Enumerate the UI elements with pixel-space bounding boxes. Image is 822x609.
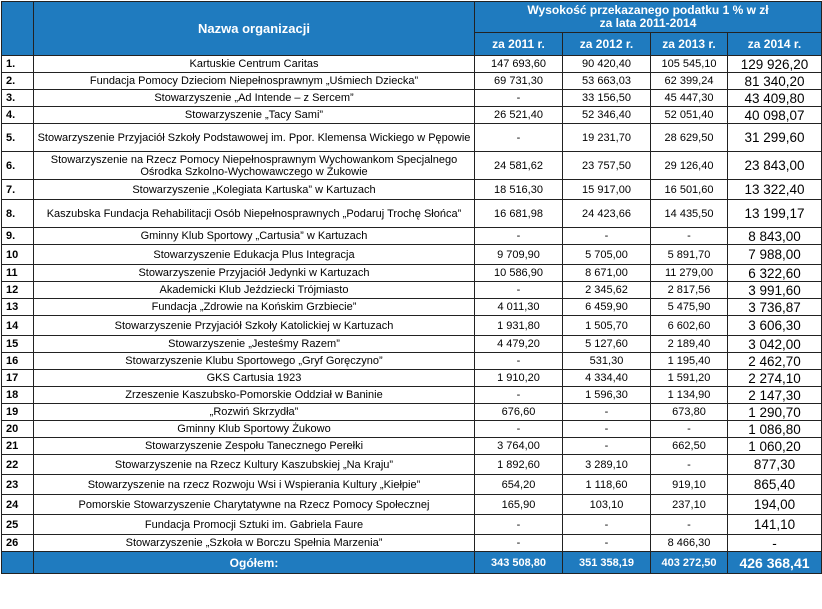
table-row [2, 336, 822, 353]
table-row [2, 152, 822, 180]
table-row [2, 421, 822, 438]
row-number: 3. [2, 90, 34, 107]
amount-2011: - [475, 421, 563, 438]
amount-2014: 3 991,60 [728, 282, 822, 299]
amount-2013: 1 134,90 [651, 387, 728, 404]
amount-2011: 3 764,00 [475, 438, 563, 455]
total-number-cell [2, 552, 34, 574]
tax-amount-title: Wysokość przekazanego podatku 1 % w zł [527, 3, 769, 17]
amount-2011: 18 516,30 [475, 180, 563, 200]
amount-2013: 8 466,30 [651, 535, 728, 552]
table-row [2, 245, 822, 265]
year-2013-header: za 2013 r. [651, 33, 728, 56]
row-number: 2. [2, 73, 34, 90]
organization-name: Stowarzyszenie na Rzecz Pomocy Niepełnosprawnym Wychowankom Specjalnego Ośrodka Szkolno-Wychowawczego w Żukowie [34, 152, 475, 180]
amount-2014: 3 042,00 [728, 336, 822, 353]
organization-name: Gminny Klub Sportowy Żukowo [34, 421, 475, 438]
row-number: 9. [2, 228, 34, 245]
table-row [2, 353, 822, 370]
amount-2011: 4 011,30 [475, 299, 563, 316]
total-2011: 343 508,80 [475, 552, 563, 574]
number-header [2, 2, 34, 56]
amount-2014: - [728, 535, 822, 552]
amount-2014: 81 340,20 [728, 73, 822, 90]
amount-2013: 673,80 [651, 404, 728, 421]
row-number: 21 [2, 438, 34, 455]
table-row [2, 299, 822, 316]
organization-name: Stowarzyszenie Edukacja Plus Integracja [34, 245, 475, 265]
table-row [2, 455, 822, 475]
amount-2013: 28 629,50 [651, 124, 728, 152]
amount-2011: - [475, 228, 563, 245]
amount-2013: 45 447,30 [651, 90, 728, 107]
amount-2012: 52 346,40 [563, 107, 651, 124]
organization-name: Akademicki Klub Jeździecki Trójmiasto [34, 282, 475, 299]
row-number: 11 [2, 265, 34, 282]
row-number: 26 [2, 535, 34, 552]
organization-name: Stowarzyszenie „Kolegiata Kartuska” w Kartuzach [34, 180, 475, 200]
row-number: 13 [2, 299, 34, 316]
amount-2013: - [651, 228, 728, 245]
table-row [2, 475, 822, 495]
table-row [2, 90, 822, 107]
amount-2013: 62 399,24 [651, 73, 728, 90]
amount-2013: 237,10 [651, 495, 728, 515]
table-body [2, 56, 822, 552]
organization-name: Stowarzyszenie Klubu Sportowego „Gryf Goręczyno” [34, 353, 475, 370]
amount-2011: - [475, 90, 563, 107]
amount-2012: - [563, 228, 651, 245]
amount-2012: 4 334,40 [563, 370, 651, 387]
total-row [2, 552, 822, 574]
amount-2014: 8 843,00 [728, 228, 822, 245]
row-number: 10 [2, 245, 34, 265]
row-number: 15 [2, 336, 34, 353]
amount-2014: 2 462,70 [728, 353, 822, 370]
organization-name: Fundacja Promocji Sztuki im. Gabriela Faure [34, 515, 475, 535]
amount-2014: 3 606,30 [728, 316, 822, 336]
table-row [2, 228, 822, 245]
amount-2012: 103,10 [563, 495, 651, 515]
row-number: 19 [2, 404, 34, 421]
year-2014-header: za 2014 r. [728, 33, 822, 56]
amount-2012: 5 705,00 [563, 245, 651, 265]
amount-2014: 141,10 [728, 515, 822, 535]
amount-2014: 40 098,07 [728, 107, 822, 124]
amount-2013: 29 126,40 [651, 152, 728, 180]
amount-2011: - [475, 535, 563, 552]
amount-2013: - [651, 515, 728, 535]
amount-2012: 2 345,62 [563, 282, 651, 299]
table-row [2, 265, 822, 282]
total-2013: 403 272,50 [651, 552, 728, 574]
organization-name: Stowarzyszenie „Jesteśmy Razem” [34, 336, 475, 353]
amount-2014: 3 736,87 [728, 299, 822, 316]
table-row [2, 73, 822, 90]
amount-2011: 676,60 [475, 404, 563, 421]
row-number: 25 [2, 515, 34, 535]
organization-name: GKS Cartusia 1923 [34, 370, 475, 387]
table-row [2, 404, 822, 421]
amount-2014: 43 409,80 [728, 90, 822, 107]
row-number: 1. [2, 56, 34, 73]
tax-amount-period: za lata 2011-2014 [599, 16, 697, 30]
amount-2014: 6 322,60 [728, 265, 822, 282]
table-row [2, 124, 822, 152]
row-number: 23 [2, 475, 34, 495]
amount-2011: 1 910,20 [475, 370, 563, 387]
organization-name-header: Nazwa organizacji [34, 2, 475, 56]
amount-2012: 1 118,60 [563, 475, 651, 495]
amount-2012: 1 505,70 [563, 316, 651, 336]
table-row [2, 515, 822, 535]
row-number: 18 [2, 387, 34, 404]
row-number: 12 [2, 282, 34, 299]
row-number: 8. [2, 200, 34, 228]
organization-name: Stowarzyszenie Zespołu Tanecznego Perełki [34, 438, 475, 455]
amount-2012: - [563, 404, 651, 421]
amount-2012: 53 663,03 [563, 73, 651, 90]
organization-name: Fundacja „Zdrowie na Końskim Grzbiecie” [34, 299, 475, 316]
amount-2012: 531,30 [563, 353, 651, 370]
amount-2014: 31 299,60 [728, 124, 822, 152]
amount-2011: 1 931,80 [475, 316, 563, 336]
amount-2011: - [475, 124, 563, 152]
organization-name: Stowarzyszenie Przyjaciół Szkoły Podstawowej im. Ppor. Klemensa Wickiego w Pępowie [34, 124, 475, 152]
table-row [2, 438, 822, 455]
amount-2012: - [563, 421, 651, 438]
table-row [2, 200, 822, 228]
row-number: 20 [2, 421, 34, 438]
amount-2013: 105 545,10 [651, 56, 728, 73]
total-2012: 351 358,19 [563, 552, 651, 574]
amount-2014: 2 274,10 [728, 370, 822, 387]
amount-2014: 13 199,17 [728, 200, 822, 228]
amount-2014: 865,40 [728, 475, 822, 495]
table-row [2, 387, 822, 404]
organization-name: Fundacja Pomocy Dzieciom Niepełnosprawnym „Uśmiech Dziecka” [34, 73, 475, 90]
total-label: Ogółem: [34, 552, 475, 574]
organization-name: Stowarzyszenie na Rzecz Kultury Kaszubskiej „Na Kraju” [34, 455, 475, 475]
organization-name: Gminny Klub Sportowy „Cartusia” w Kartuzach [34, 228, 475, 245]
amount-2011: - [475, 387, 563, 404]
year-2012-header: za 2012 r. [563, 33, 651, 56]
amount-2013: - [651, 421, 728, 438]
amount-2014: 1 060,20 [728, 438, 822, 455]
amount-2012: 24 423,66 [563, 200, 651, 228]
amount-2012: 6 459,90 [563, 299, 651, 316]
year-2011-header: za 2011 r. [475, 33, 563, 56]
table-row [2, 370, 822, 387]
amount-2011: 1 892,60 [475, 455, 563, 475]
amount-2012: - [563, 515, 651, 535]
amount-2011: 26 521,40 [475, 107, 563, 124]
amount-2013: 14 435,50 [651, 200, 728, 228]
row-number: 24 [2, 495, 34, 515]
organization-name: Kartuskie Centrum Caritas [34, 56, 475, 73]
organization-name: Stowarzyszenie Przyjaciół Jedynki w Kartuzach [34, 265, 475, 282]
amount-2011: - [475, 353, 563, 370]
organization-name: Stowarzyszenie „Ad Intende – z Sercem” [34, 90, 475, 107]
organization-name: Kaszubska Fundacja Rehabilitacji Osób Niepełnosprawnych „Podaruj Trochę Słońca” [34, 200, 475, 228]
amount-2012: 23 757,50 [563, 152, 651, 180]
amount-2012: - [563, 438, 651, 455]
amount-2013: 6 602,60 [651, 316, 728, 336]
amount-2011: 165,90 [475, 495, 563, 515]
amount-2012: 15 917,00 [563, 180, 651, 200]
amount-2014: 1 290,70 [728, 404, 822, 421]
amount-2013: 5 891,70 [651, 245, 728, 265]
amount-2012: 5 127,60 [563, 336, 651, 353]
amount-2011: 9 709,90 [475, 245, 563, 265]
amount-2014: 877,30 [728, 455, 822, 475]
row-number: 4. [2, 107, 34, 124]
amount-2013: 16 501,60 [651, 180, 728, 200]
amount-2013: 11 279,00 [651, 265, 728, 282]
amount-2013: 5 475,90 [651, 299, 728, 316]
amount-2014: 23 843,00 [728, 152, 822, 180]
row-number: 7. [2, 180, 34, 200]
amount-2011: 147 693,60 [475, 56, 563, 73]
organization-name: Stowarzyszenie „Szkoła w Borczu Spełnia Marzenia” [34, 535, 475, 552]
table-row [2, 107, 822, 124]
amount-2014: 129 926,20 [728, 56, 822, 73]
amount-2011: - [475, 282, 563, 299]
row-number: 14 [2, 316, 34, 336]
amount-2013: 662,50 [651, 438, 728, 455]
amount-2014: 7 988,00 [728, 245, 822, 265]
amount-2012: 1 596,30 [563, 387, 651, 404]
amount-2011: 4 479,20 [475, 336, 563, 353]
organization-name: Pomorskie Stowarzyszenie Charytatywne na Rzecz Pomocy Społecznej [34, 495, 475, 515]
amount-2013: - [651, 455, 728, 475]
amount-2013: 2 189,40 [651, 336, 728, 353]
amount-2014: 2 147,30 [728, 387, 822, 404]
amount-2011: 69 731,30 [475, 73, 563, 90]
organization-name: Stowarzyszenie Przyjaciół Szkoły Katolickiej w Kartuzach [34, 316, 475, 336]
row-number: 17 [2, 370, 34, 387]
organization-name: Stowarzyszenie na rzecz Rozwoju Wsi i Wspierania Kultury „Kiełpie” [34, 475, 475, 495]
amount-2012: 19 231,70 [563, 124, 651, 152]
tax-amount-header [475, 2, 822, 33]
total-2014: 426 368,41 [728, 552, 822, 574]
table-row [2, 535, 822, 552]
table-row [2, 495, 822, 515]
amount-2013: 1 195,40 [651, 353, 728, 370]
amount-2012: 8 671,00 [563, 265, 651, 282]
amount-2011: - [475, 515, 563, 535]
row-number: 5. [2, 124, 34, 152]
table-row [2, 282, 822, 299]
amount-2011: 654,20 [475, 475, 563, 495]
amount-2011: 24 581,62 [475, 152, 563, 180]
organization-name: Stowarzyszenie „Tacy Sami” [34, 107, 475, 124]
table-row [2, 316, 822, 336]
table-row [2, 180, 822, 200]
amount-2014: 13 322,40 [728, 180, 822, 200]
amount-2012: - [563, 535, 651, 552]
table-row [2, 56, 822, 73]
amount-2013: 52 051,40 [651, 107, 728, 124]
organization-name: Zrzeszenie Kaszubsko-Pomorskie Oddział w Baninie [34, 387, 475, 404]
amount-2013: 2 817,56 [651, 282, 728, 299]
tax-table [1, 1, 822, 574]
row-number: 6. [2, 152, 34, 180]
amount-2013: 1 591,20 [651, 370, 728, 387]
amount-2012: 33 156,50 [563, 90, 651, 107]
amount-2012: 90 420,40 [563, 56, 651, 73]
amount-2014: 1 086,80 [728, 421, 822, 438]
amount-2012: 3 289,10 [563, 455, 651, 475]
row-number: 22 [2, 455, 34, 475]
amount-2014: 194,00 [728, 495, 822, 515]
amount-2011: 16 681,98 [475, 200, 563, 228]
amount-2013: 919,10 [651, 475, 728, 495]
amount-2011: 10 586,90 [475, 265, 563, 282]
organization-name: „Rozwiń Skrzydła” [34, 404, 475, 421]
row-number: 16 [2, 353, 34, 370]
